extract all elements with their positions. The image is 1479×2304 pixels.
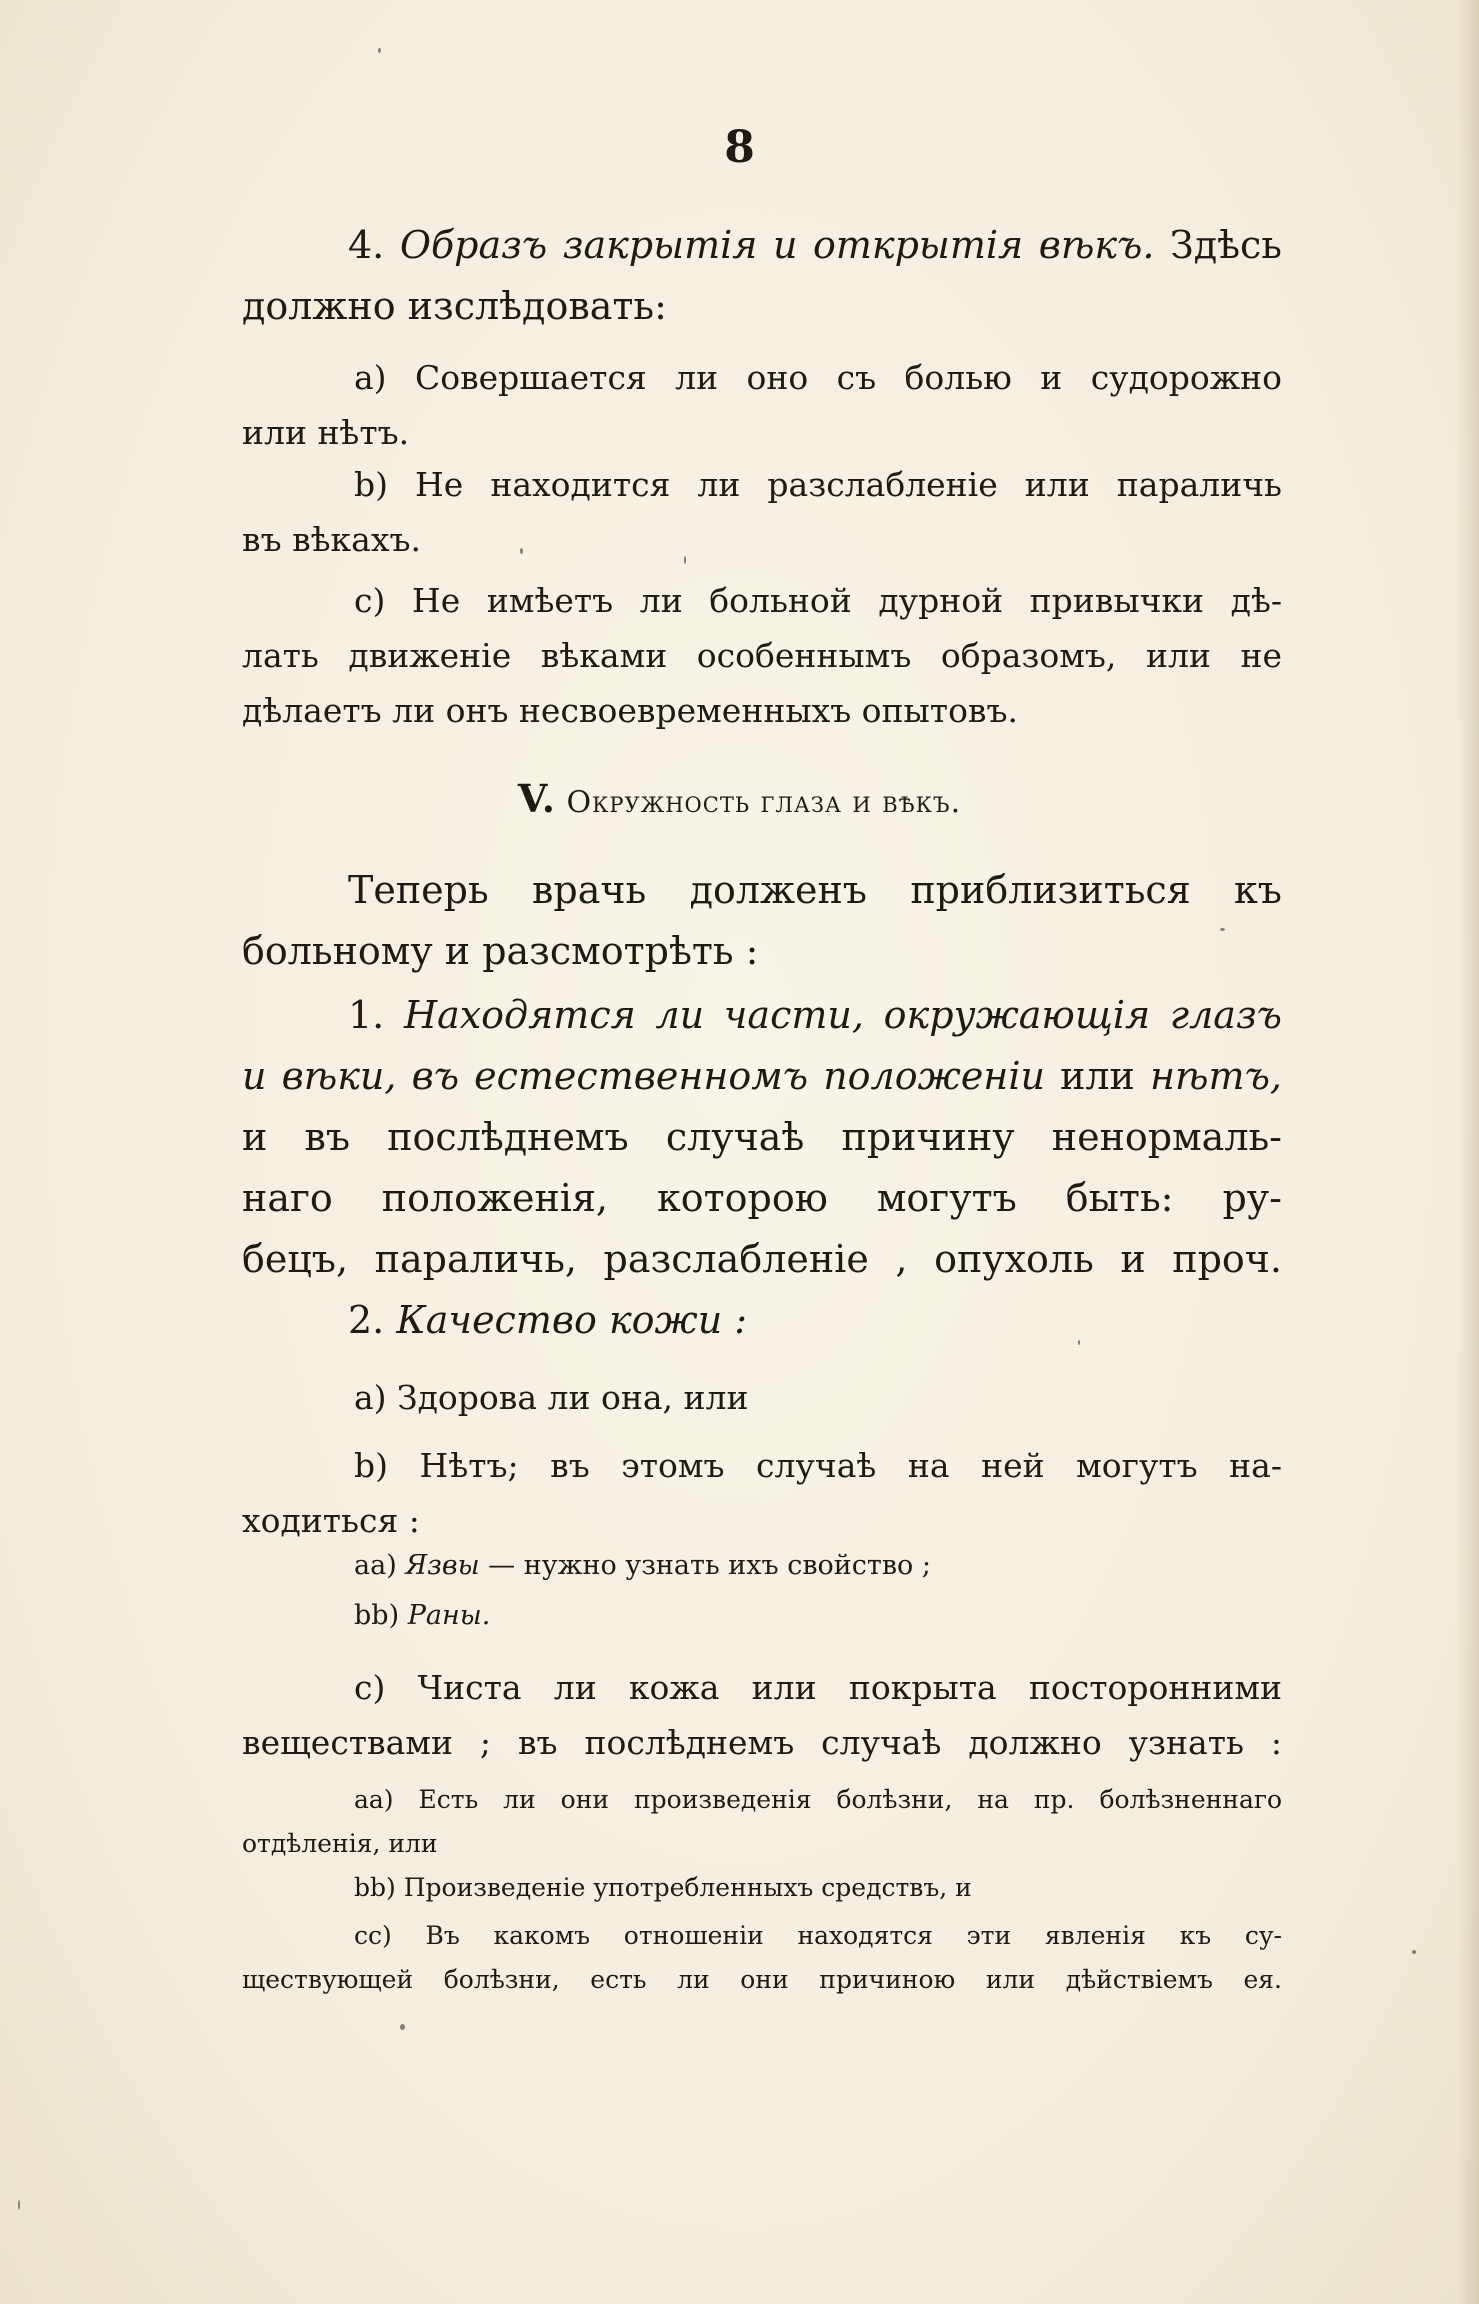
point-2-item-a-line: a) Здорова ли она, или [354,1378,749,1417]
point-1-line-2 [242,1046,1282,1107]
item-a-line-2: или нѣтъ. [242,413,410,452]
sub-bb-italic: Раны. [407,1600,491,1631]
paper-speck [400,2024,405,2030]
sub-aa-italic: Язвы [405,1550,480,1581]
point-1-paragraph [242,985,1282,1290]
intro-line-1: Теперь врачь долженъ приблизиться къ [348,868,1282,912]
point-2-item-c-line-1: c) Чиста ли кожа или покрыта посторонними [354,1668,1282,1707]
intro-line-2: больному и разсмотрѣть : [242,929,759,973]
point-1-plain: или [1060,1054,1135,1098]
item-b-line-2: въ вѣкахъ. [242,520,421,559]
section-v-heading [0,776,1479,821]
point-1-italic-a: и вѣки, [242,1054,397,1098]
item-a [242,350,1282,460]
paper-speck [684,556,686,564]
point-1-line-4: наго положенія, которою могутъ быть: ру- [242,1176,1282,1220]
sub-aa-text: — нужно узнать ихъ свойство ; [488,1550,931,1581]
note-cc-line-2: ществующей болѣзни, есть ли они причиною или дѣйствіемъ ея. [242,1965,1282,1994]
section-v-title: Окружность глаза и вѣкъ. [566,785,962,820]
note-aa-line-1: aa) Есть ли они произведенія болѣзни, на пр. болѣзненнаго [354,1785,1282,1814]
point-1-line-3: и въ послѣднемъ случаѣ причину ненормаль- [242,1115,1282,1159]
point-2-title: Качество кожи : [396,1298,748,1342]
section-4-text: Здѣсь [1170,223,1282,267]
paper-speck [1412,1950,1416,1954]
note-aa [242,1778,1282,1866]
paper-speck [1078,1340,1080,1345]
point-2-sub-aa [242,1542,1282,1589]
note-cc-line-1: cc) Въ какомъ отношеніи находятся эти явленія къ су- [354,1921,1282,1950]
paper-speck [18,2200,20,2210]
intro-paragraph [242,860,1282,982]
point-2-item-b-line-2: ходиться : [242,1501,420,1540]
note-bb [242,1866,1282,1910]
note-bb-line: bb) Произведеніе употребленныхъ средствъ, и [354,1873,972,1902]
paper-speck [1220,928,1225,931]
section-4-line-2: должно изслѣдовать: [242,284,667,328]
section-4-number: 4. [348,223,385,267]
point-1-italic-c: нѣтъ, [1149,1054,1282,1098]
point-2-sub-bb [242,1592,1282,1639]
point-2-item-c-line-2: веществами ; въ послѣднемъ случаѣ должно узнать : [242,1723,1282,1762]
item-c-line-2: лать движеніе вѣками особеннымъ образомъ, или не [242,636,1282,675]
item-a-line-1: a) Совершается ли оно съ болью и судорожно [354,358,1282,397]
item-b-line-1: b) Не находится ли разслабленіе или параличь [354,465,1282,504]
point-2-number: 2. [348,1298,385,1342]
item-b [242,457,1282,567]
paper-speck [378,48,381,53]
paper-speck [520,548,523,554]
section-v-numeral: V. [517,776,556,821]
item-c [242,573,1282,738]
section-4-paragraph [242,215,1282,337]
item-c-line-3: дѣлаетъ ли онъ несвоевременныхъ опытовъ. [242,691,1018,730]
sub-aa-prefix: aa) [354,1550,397,1581]
section-4-line-1 [242,215,1282,276]
page-number: 8 [724,122,755,173]
point-2-item-b [242,1438,1282,1548]
note-cc [242,1914,1282,2002]
sub-bb-line [242,1592,1282,1639]
item-c-line-1: c) Не имѣетъ ли больной дурной привычки дѣ- [354,581,1282,620]
page-edge-shadow [1457,0,1479,2304]
point-1-line-5: бецъ, параличь, разслабленіе , опухоль и проч. [242,1237,1282,1281]
point-2-item-c [242,1660,1282,1770]
point-1-italic-b: въ естественномъ положеніи [411,1054,1045,1098]
point-2-item-b-line-1: b) Нѣтъ; въ этомъ случаѣ на ней могутъ на- [354,1446,1282,1485]
note-aa-line-2: отдѣленія, или [242,1829,438,1858]
sub-aa-line [242,1542,1282,1589]
point-1-italic-text: Находятся ли части, окружающія глазъ [403,993,1282,1037]
point-1-number: 1. [348,993,385,1037]
point-1-line-1 [242,985,1282,1046]
point-2-item-a [242,1370,1282,1425]
point-2-line [242,1290,1282,1351]
section-4-title: Образъ закрытія и открытія вѣкъ. [399,223,1155,267]
sub-bb-prefix: bb) [354,1600,400,1631]
point-2-heading [242,1290,1282,1351]
